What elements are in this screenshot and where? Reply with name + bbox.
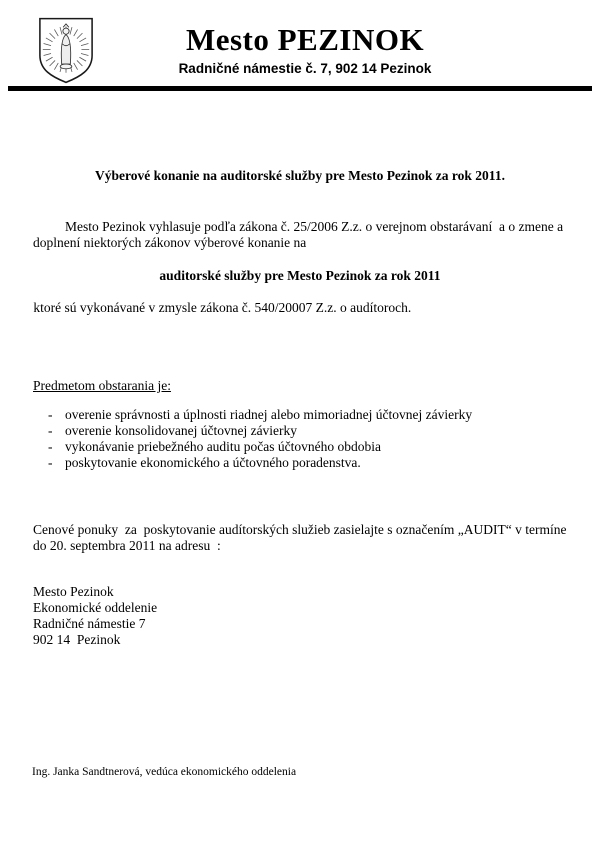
list-item: [48, 439, 570, 455]
list-item: [48, 423, 570, 439]
signature-line: Ing. Janka Sandtnerová, vedúca ekonomického oddelenia: [32, 766, 297, 778]
scope-heading: Predmetom obstarania je:: [33, 378, 171, 393]
address-line: Radničné námestie 7: [33, 616, 146, 631]
list-item-text: poskytovanie ekonomického a účtovného poradenstva.: [65, 455, 361, 470]
subject-heading: auditorské služby pre Mesto Pezinok za rok 2011: [159, 268, 441, 283]
address-line: Mesto Pezinok: [33, 584, 114, 599]
list-bullet: -: [48, 407, 53, 422]
list-item: [48, 455, 570, 471]
list-item-text: overenie správnosti a úplnosti riadnej alebo mimoriadnej účtovnej závierky: [65, 407, 473, 422]
document-title: Výberové konanie na auditorské služby pre Mesto Pezinok za rok 2011.: [95, 168, 505, 183]
address-line: Ekonomické oddelenie: [33, 600, 158, 615]
list-item-text: overenie konsolidovanej účtovnej závierky: [65, 423, 298, 438]
intro-paragraph: Mesto Pezinok vyhlasuje podľa zákona č. 25/2006 Z.z. o verejnom obstarávaní a o zmene a doplnení niektorých zákonov výberové konanie na: [33, 219, 567, 250]
letterhead: [105, 22, 505, 77]
list-item: [48, 407, 570, 423]
coat-of-arms-icon: [37, 16, 95, 85]
list-item-text: vykonávanie priebežného auditu počas účtovného obdobia: [65, 439, 382, 454]
list-bullet: -: [48, 439, 53, 454]
list-bullet: -: [48, 455, 53, 470]
organization-name: Mesto PEZINOK: [185, 22, 425, 57]
list-bullet: -: [48, 423, 53, 438]
scope-list: [48, 407, 570, 471]
postal-address-block: [33, 584, 157, 648]
offer-paragraph: Cenové ponuky za poskytovanie audítorských služieb zasielajte s označením „AUDIT“ v termíne do 20. septembra 2011 na adresu :: [33, 522, 570, 553]
letterhead-divider: [8, 86, 592, 91]
law-note: ktoré sú vykonávané v zmysle zákona č. 540/20007 Z.z. o audítoroch.: [30, 300, 412, 315]
address-line: 902 14 Pezinok: [33, 632, 121, 647]
organization-address: Radničné námestie č. 7, 902 14 Pezinok: [178, 61, 432, 76]
